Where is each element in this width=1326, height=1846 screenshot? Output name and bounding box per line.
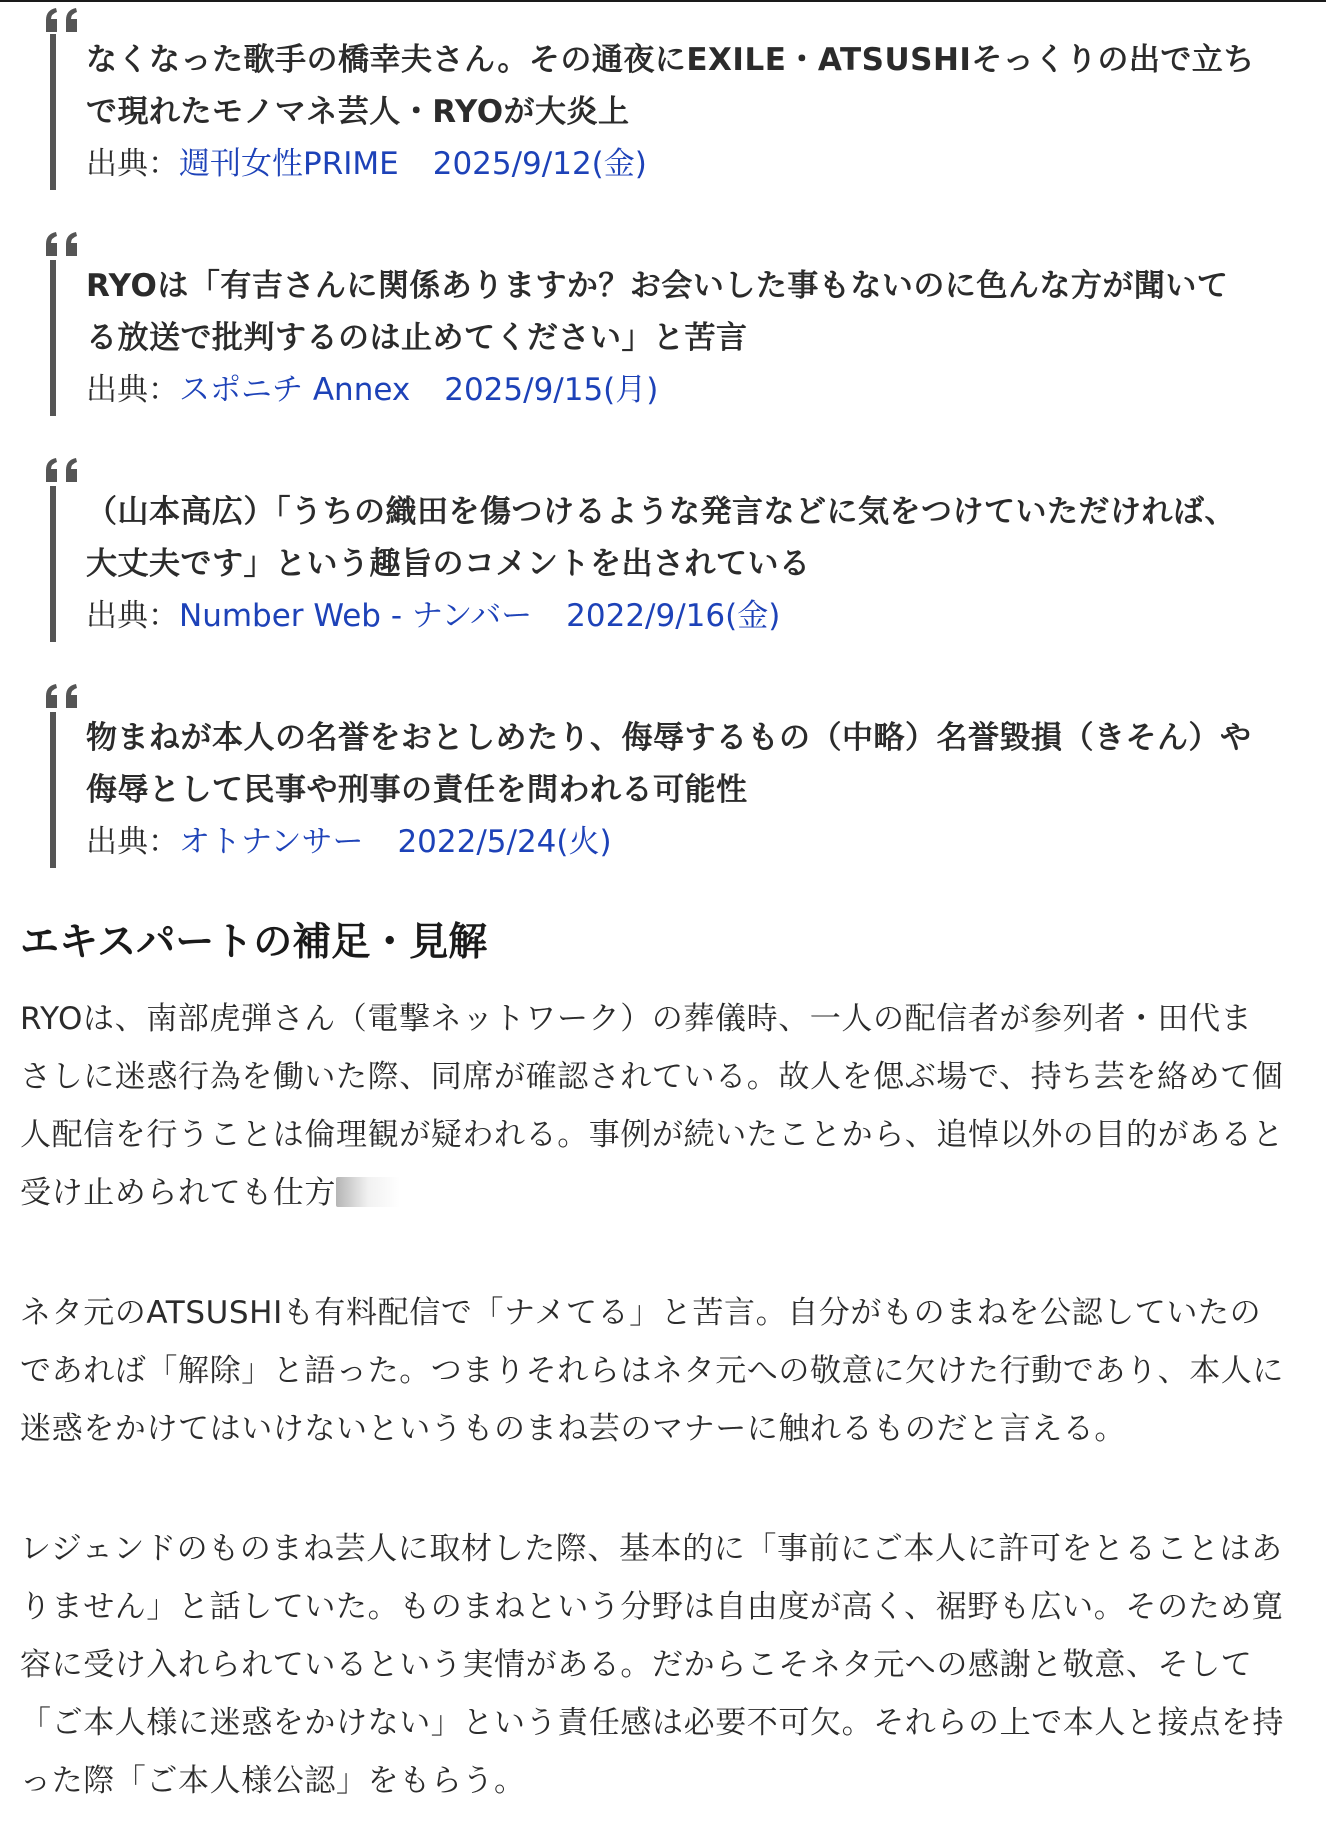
quote-body xyxy=(50,260,1290,416)
quote-body xyxy=(50,34,1290,190)
source-date[interactable]: 2025/9/12(金) xyxy=(432,146,647,182)
quote-source xyxy=(86,816,1290,868)
source-link[interactable]: オトナンサー xyxy=(179,824,364,860)
quote-text: （山本高広）「うちの織田を傷つけるような発言などに気をつけていただければ、 大丈夫です」という趣旨のコメントを出されている xyxy=(86,494,1236,582)
quote-mark-icon xyxy=(44,230,84,260)
top-divider xyxy=(0,0,1326,2)
quote-source xyxy=(86,590,1290,642)
expert-paragraph: RYOは、南部虎弾さん（電撃ネットワーク）の葬儀時、一人の配信者が参列者・田代ま さしに迷惑行為を働いた際、同席が確認されている。故人を偲ぶ場で、持ち芸を絡めて個 人配信を行うことは倫理観が疑われる。事例が続いたことから、追悼以外の目的があると 受け止められても仕方 xyxy=(20,1001,1284,1211)
source-label: 出典： xyxy=(86,146,179,182)
truncation-fade xyxy=(336,1177,400,1207)
source-date[interactable]: 2022/9/16(金) xyxy=(566,598,781,634)
source-link[interactable]: Number Web - ナンバー xyxy=(179,598,533,634)
source-date[interactable]: 2022/5/24(火) xyxy=(397,824,612,860)
quote-mark-icon xyxy=(44,6,84,36)
quote-text: なくなった歌手の橋幸夫さん。その通夜にEXILE・ATSUSHIそっくりの出で立ち で現れたモノマネ芸人・RYOが大炎上 xyxy=(86,42,1255,130)
quote-body xyxy=(50,712,1290,868)
source-label: 出典： xyxy=(86,372,179,408)
quote-mark-icon xyxy=(44,456,84,486)
quote-text: 物まねが本人の名誉をおとしめたり、侮辱するもの（中略）名誉毀損（きそん）や 侮辱として民事や刑事の責任を問われる可能性 xyxy=(86,720,1252,808)
expert-paragraph: レジェンドのものまね芸人に取材した際、基本的に「事前にご本人に許可をとることはあ りません」と話していた。ものまねという分野は自由度が高く、裾野も広い。そのため寛 容に受け入れられているという実情がある。だからこそネタ元への感謝と敬意、そして 「ご本人様に迷惑をかけない」という責任感は必要不可欠。それらの上で本人と接点を持 った際「ご本人様公認」をもらう。 xyxy=(20,1531,1284,1799)
quote-source xyxy=(86,364,1290,416)
quote-mark-icon xyxy=(44,682,84,712)
quote-source xyxy=(86,138,1290,190)
quote-body xyxy=(50,486,1290,642)
source-date[interactable]: 2025/9/15(月) xyxy=(444,372,659,408)
expert-paragraph: ネタ元のATSUSHIも有料配信で「ナメてる」と苦言。自分がものまねを公認していたの であれば「解除」と語った。つまりそれらはネタ元への敬意に欠けた行動であり、本人に 迷惑をかけてはいけないというものまね芸のマナーに触れるものだと言える。 xyxy=(20,1295,1284,1447)
source-link[interactable]: 週刊女性PRIME xyxy=(179,146,399,182)
expert-section-title: エキスパートの補足・見解 xyxy=(20,920,488,965)
source-link[interactable]: スポニチ Annex xyxy=(179,372,411,408)
source-label: 出典： xyxy=(86,824,179,860)
quote-text: RYOは「有吉さんに関係ありますか？お会いした事もないのに色んな方が聞いて る放送で批判するのは止めてください」と苦言 xyxy=(86,268,1229,356)
source-label: 出典： xyxy=(86,598,179,634)
